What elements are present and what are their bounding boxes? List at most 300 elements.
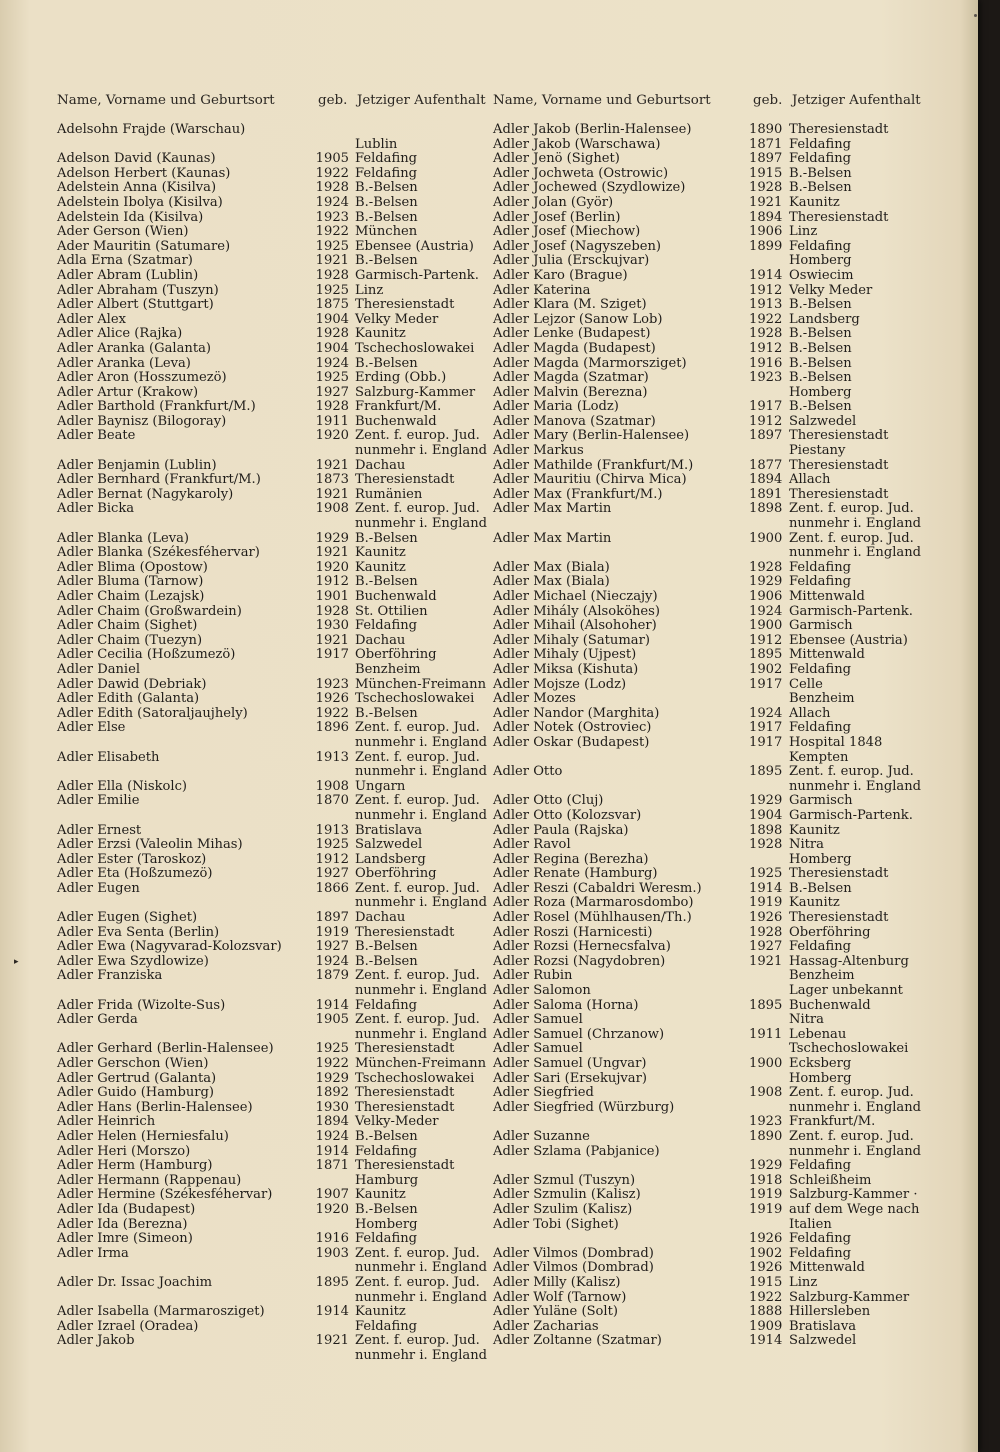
birth-year: 1922 (749, 1289, 783, 1305)
entry-name: Adler Blanka (Székesféhervar) (57, 545, 260, 561)
current-residence: nunmehr i. England (355, 443, 488, 459)
birth-year: 1895 (749, 764, 783, 780)
birth-year (749, 751, 789, 766)
table-row (57, 882, 490, 897)
birth-year: 1917 (749, 399, 783, 415)
entry-name: Adler Magda (Budapest) (493, 340, 656, 356)
table-row (57, 123, 490, 138)
table-row (493, 984, 949, 999)
table-row (57, 1276, 490, 1291)
entry-name: Adler Baynisz (Bilogoray) (57, 413, 227, 429)
birth-year: 1921 (315, 1333, 349, 1349)
entry-name (493, 1159, 749, 1174)
entry-name: Adler Edith (Galanta) (57, 691, 200, 707)
current-residence: Landsberg (789, 311, 860, 327)
birth-year: 1925 (315, 1041, 349, 1057)
birth-year: 1908 (315, 501, 349, 517)
birth-year: 1871 (749, 136, 783, 152)
entry-name: Adler Elisabeth (57, 749, 160, 765)
table-row (493, 1320, 949, 1335)
entry-name: Adler Aranka (Galanta) (57, 340, 212, 356)
table-row (57, 225, 490, 240)
birth-year: 1906 (749, 224, 783, 240)
entry-name: Adler Jolan (Györ) (493, 194, 614, 210)
table-row (493, 882, 949, 897)
table-row (493, 678, 949, 693)
birth-year: 1928 (749, 837, 783, 853)
table-row (57, 1042, 490, 1057)
entry-name: Adler Bernhard (Frankfurt/M.) (57, 472, 261, 488)
table-row (57, 809, 490, 824)
table-row (57, 1028, 490, 1043)
current-residence: Linz (789, 1274, 818, 1290)
birth-year: 1913 (315, 822, 349, 838)
entry-name: Adler Rosel (Mühlhausen/Th.) (493, 910, 692, 926)
current-residence: Feldafing (355, 1318, 418, 1334)
entry-name: Adler Otto (Cluj) (493, 793, 604, 809)
current-residence: B.-Belsen (355, 1201, 418, 1217)
current-residence: Hassag-Altenburg (789, 953, 909, 969)
table-row (493, 517, 949, 532)
current-residence: Feldafing (789, 151, 852, 167)
birth-year: 1918 (749, 1172, 783, 1188)
table-row (493, 1218, 949, 1233)
entry-name: Adler Chaim (Tuezyn) (57, 632, 203, 648)
birth-year: 1929 (749, 1158, 783, 1174)
entry-name: Adelstein Ibolya (Kisilva) (57, 194, 223, 210)
entry-name: Adler Chaim (Großwardein) (57, 603, 242, 619)
birth-year: 1924 (315, 194, 349, 210)
entry-name: Adler Emilie (57, 793, 140, 809)
birth-year: 1924 (315, 1128, 349, 1144)
current-residence: Mittenwald (789, 647, 865, 663)
entry-name: Adler Samuel (Ungvar) (493, 1056, 647, 1071)
birth-year: 1924 (315, 355, 349, 371)
header-right-residence: Jetziger Aufenthalt (792, 93, 921, 108)
current-residence: Feldafing (789, 939, 852, 955)
table-row (493, 1130, 949, 1145)
birth-year: 1923 (315, 676, 349, 692)
table-row (57, 167, 490, 182)
table-row (493, 284, 949, 299)
entry-name: Adler Blanka (Leva) (57, 530, 190, 546)
birth-year: 1926 (749, 1231, 783, 1247)
table-row (493, 955, 949, 970)
birth-year: 1903 (315, 1245, 349, 1261)
entry-name: Adler Aranka (Leva) (57, 355, 191, 371)
entry-name: Adler Cecilia (Hoßzumezö) (57, 647, 236, 663)
birth-year: 1926 (749, 910, 783, 926)
entry-name (57, 1261, 307, 1276)
table-row (57, 196, 490, 211)
birth-year: 1911 (315, 413, 349, 429)
current-residence: Hospital 1848 (789, 734, 883, 750)
birth-year: 1927 (315, 939, 349, 955)
entry-name: Adler Eugen (Sighet) (57, 910, 198, 926)
current-residence: B.-Belsen (355, 574, 418, 590)
table-row (493, 1145, 949, 1160)
entry-name: Adler Otto (493, 764, 563, 780)
entry-name: Adler Siegfried (493, 1085, 594, 1101)
birth-year: 1923 (315, 209, 349, 225)
entry-name: Adler Jakob (Warschawa) (493, 136, 661, 152)
current-residence: Tschechoslowakei (355, 340, 475, 356)
birth-year (307, 736, 355, 751)
birth-year: 1925 (315, 370, 349, 386)
table-row (57, 984, 490, 999)
table-row (57, 1261, 490, 1276)
current-residence: Feldafing (355, 165, 418, 181)
current-residence: Zent. f. europ. Jud. (789, 764, 914, 780)
table-row (493, 1334, 949, 1349)
table-row (493, 838, 949, 853)
current-residence: Zent. f. europ. Jud. (355, 720, 480, 736)
birth-year: 1926 (749, 1260, 783, 1276)
birth-year: 1921 (315, 457, 349, 473)
current-residence: Allach (789, 705, 831, 721)
table-row (57, 926, 490, 941)
table-row (57, 561, 490, 576)
birth-year: 1892 (315, 1085, 349, 1101)
table-row (493, 225, 949, 240)
table-row (493, 473, 949, 488)
entry-name (493, 1232, 749, 1247)
entry-name (57, 444, 307, 459)
table-row (493, 721, 949, 736)
entry-name: Adler Hans (Berlin-Halensee) (57, 1099, 253, 1115)
current-residence: Oswiecim (789, 267, 854, 283)
current-residence: Feldafing (789, 559, 852, 575)
left-column (57, 123, 490, 1363)
table-row (57, 721, 490, 736)
entry-name: Adler Albert (Stuttgart) (57, 297, 214, 313)
table-row (493, 1174, 949, 1189)
birth-year: 1925 (315, 282, 349, 298)
birth-year: 1912 (315, 851, 349, 867)
table-row (57, 459, 490, 474)
entry-name: Adler Alex (57, 311, 126, 327)
entry-name: Adler Josef (Nagyszeben) (493, 238, 661, 254)
birth-year: 1928 (315, 180, 349, 196)
current-residence: Theresienstadt (355, 472, 455, 488)
current-residence: München-Freimann (355, 1056, 487, 1071)
table-row (57, 1188, 490, 1203)
birth-year: 1901 (315, 589, 349, 604)
current-residence: nunmehr i. England (355, 1260, 488, 1276)
birth-year (307, 1349, 355, 1364)
birth-year: 1888 (749, 1304, 783, 1320)
table-row (57, 853, 490, 868)
birth-year: 1928 (749, 924, 783, 940)
birth-year (307, 1291, 355, 1306)
staple-hole-icon (974, 14, 977, 17)
current-residence: B.-Belsen (355, 209, 418, 225)
birth-year (749, 984, 789, 999)
table-row (57, 634, 490, 649)
table-row (493, 575, 949, 590)
entry-name: Adler Mauritiu (Chirva Mica) (493, 472, 687, 488)
birth-year: 1919 (749, 1187, 783, 1203)
birth-year: 1905 (315, 1012, 349, 1028)
birth-year: 1923 (749, 1114, 783, 1130)
table-row (493, 867, 949, 882)
entry-name: Adler Else (57, 720, 126, 736)
entry-name: Adler Samuel (493, 1012, 583, 1028)
entry-name: Adler Mihaly (Satumar) (493, 632, 650, 648)
entry-name: Adler Chaim (Lezajsk) (57, 589, 205, 604)
table-row (57, 999, 490, 1014)
entry-name: Adler Edith (Satoraljaujhely) (57, 705, 248, 721)
entry-name: Adler Barthold (Frankfurt/M.) (57, 399, 256, 415)
table-row (493, 1188, 949, 1203)
current-residence: Nitra (789, 1012, 824, 1028)
table-row (493, 1261, 949, 1276)
table-row (493, 1057, 949, 1072)
table-row (57, 678, 490, 693)
birth-year: 1895 (749, 997, 783, 1013)
table-row (57, 211, 490, 226)
current-residence: Velky Meder (355, 311, 439, 327)
current-residence: Feldafing (355, 1231, 418, 1247)
birth-year: 1917 (315, 647, 349, 663)
birth-year: 1914 (315, 1304, 349, 1320)
table-row (493, 196, 949, 211)
table-row (57, 181, 490, 196)
current-residence: Landsberg (355, 851, 426, 867)
birth-year (307, 1218, 355, 1233)
birth-year: 1879 (315, 968, 349, 984)
current-residence: Zent. f. europ. Jud. (355, 880, 480, 896)
table-row (493, 1042, 949, 1057)
entry-name (57, 138, 307, 153)
entry-name (57, 765, 307, 780)
birth-year: 1897 (749, 428, 783, 444)
entry-name: Adelson Herbert (Kaunas) (57, 165, 231, 181)
table-row (493, 269, 949, 284)
current-residence: B.-Belsen (355, 705, 418, 721)
entry-name: Adler Abram (Lublin) (57, 267, 199, 283)
current-residence: Zent. f. europ. Jud. (355, 1274, 480, 1290)
birth-year: 1927 (315, 866, 349, 882)
current-residence: Buchenwald (355, 589, 437, 604)
entry-name: Adler Max Martin (493, 530, 612, 546)
birth-year (307, 517, 355, 532)
birth-year: 1921 (315, 253, 349, 269)
current-residence: nunmehr i. England (355, 516, 488, 532)
birth-year: 1919 (749, 895, 783, 911)
table-row (57, 780, 490, 795)
current-residence: Homberg (789, 851, 852, 867)
table-row (57, 473, 490, 488)
table-row (493, 926, 949, 941)
entry-name: Adler Chaim (Sighet) (57, 618, 198, 634)
current-residence: Zent. f. europ. Jud. (355, 1012, 480, 1028)
current-residence: Theresienstadt (355, 924, 455, 940)
table-row (493, 765, 949, 780)
table-row (493, 751, 949, 766)
entry-name: Adler Roszi (Harnicesti) (493, 924, 653, 940)
table-row (57, 1203, 490, 1218)
table-row (493, 794, 949, 809)
birth-year (307, 896, 355, 911)
table-row (57, 1115, 490, 1130)
birth-year (749, 780, 789, 795)
entry-name: Adler Mojsze (Lodz) (493, 676, 627, 692)
birth-year: 1921 (315, 632, 349, 648)
entry-name: Adler Hermine (Székesféhervar) (57, 1187, 273, 1203)
entry-name: Adler Yuläne (Solt) (493, 1304, 618, 1320)
birth-year: 1929 (749, 793, 783, 809)
entry-name: Adler Vilmos (Dombrad) (493, 1245, 654, 1261)
table-row (493, 371, 949, 386)
birth-year: 1919 (315, 924, 349, 940)
table-row (493, 619, 949, 634)
birth-year (749, 444, 789, 459)
entry-name: Adler Gerhard (Berlin-Halensee) (57, 1041, 274, 1057)
current-residence: Theresienstadt (789, 122, 889, 137)
table-row (493, 1291, 949, 1306)
entry-name (57, 517, 307, 532)
current-residence: Homberg (355, 1216, 418, 1232)
table-row (493, 1232, 949, 1247)
current-residence: B.-Belsen (355, 1128, 418, 1144)
birth-year: 1894 (749, 472, 783, 488)
table-row (57, 1013, 490, 1028)
table-row (493, 809, 949, 824)
table-row (493, 152, 949, 167)
table-row (57, 313, 490, 328)
entry-name: Adler Notek (Ostroviec) (493, 720, 652, 736)
right-column (493, 123, 949, 1349)
table-row (57, 838, 490, 853)
table-row (57, 1101, 490, 1116)
table-row (493, 648, 949, 663)
entry-name: Adler Abraham (Tuszyn) (57, 282, 219, 298)
current-residence: Kaunitz (789, 822, 840, 838)
table-row (57, 1305, 490, 1320)
birth-year: 1929 (315, 530, 349, 546)
current-residence: B.-Belsen (789, 340, 852, 356)
entry-name: Adler Roza (Marmarosdombo) (493, 895, 694, 911)
birth-year: 1922 (315, 165, 349, 181)
current-residence: Garmisch-Partenk. (789, 807, 913, 823)
current-residence (355, 123, 490, 138)
current-residence: Benzheim (355, 661, 421, 677)
current-residence: Zent. f. europ. Jud. (789, 501, 914, 517)
entry-name: Adler Zacharias (493, 1318, 599, 1334)
current-residence: Schleißheim (789, 1172, 872, 1188)
current-residence: Dachau (355, 632, 406, 648)
table-row (493, 502, 949, 517)
birth-year: 1896 (315, 720, 349, 736)
table-row (493, 211, 949, 226)
table-row (57, 1320, 490, 1335)
entry-name: Adler Vilmos (Dombrad) (493, 1260, 654, 1276)
birth-year: 1930 (315, 1099, 349, 1115)
table-row (493, 488, 949, 503)
table-row (493, 969, 949, 984)
entry-name: Adler Eugen (57, 880, 140, 896)
entry-name: Adler Josef (Berlin) (493, 209, 621, 225)
table-row (57, 400, 490, 415)
birth-year: 1914 (749, 267, 783, 283)
table-row (57, 327, 490, 342)
table-row (493, 342, 949, 357)
entry-name: Adler Max (Biala) (493, 559, 610, 575)
birth-year: 1877 (749, 457, 783, 473)
entry-name: Adler Heinrich (57, 1114, 156, 1130)
current-residence: Garmisch (789, 618, 853, 634)
birth-year (749, 853, 789, 868)
birth-year: 1927 (315, 384, 349, 400)
entry-name: Adler Tobi (Sighet) (493, 1216, 619, 1232)
table-row (57, 1349, 490, 1364)
entry-name: Adler Bernat (Nagykaroly) (57, 486, 234, 502)
current-residence: Homberg (789, 384, 852, 400)
entry-name (57, 1028, 307, 1043)
table-row (57, 1232, 490, 1247)
birth-year (307, 1261, 355, 1276)
current-residence: nunmehr i. England (789, 516, 922, 532)
table-row (57, 692, 490, 707)
entry-name: Adler Lenke (Budapest) (493, 326, 651, 342)
birth-year: 1902 (749, 1245, 783, 1261)
current-residence: Homberg (789, 253, 852, 269)
current-residence: Garmisch-Partenk. (355, 267, 479, 283)
current-residence: nunmehr i. England (355, 1289, 488, 1305)
table-row (57, 648, 490, 663)
birth-year (307, 663, 355, 678)
entry-name: Adler Hermann (Rappenau) (57, 1172, 242, 1188)
birth-year: 1900 (749, 1056, 783, 1071)
table-row (493, 896, 949, 911)
birth-year (749, 969, 789, 984)
birth-year: 1908 (315, 778, 349, 794)
current-residence: Tschechoslowakei (789, 1041, 909, 1057)
table-row (493, 590, 949, 605)
table-row (493, 634, 949, 649)
current-residence: Theresienstadt (355, 297, 455, 313)
table-row (57, 940, 490, 955)
table-row (57, 240, 490, 255)
birth-year: 1930 (315, 618, 349, 634)
table-row (493, 138, 949, 153)
entry-name: Adler Wolf (Tarnow) (493, 1289, 627, 1305)
birth-year: 1902 (749, 661, 783, 677)
entry-name: Adler Rubin (493, 968, 573, 984)
table-row (57, 751, 490, 766)
current-residence: B.-Belsen (355, 355, 418, 371)
current-residence: Ebensee (Austria) (789, 632, 908, 648)
birth-year: 1912 (749, 413, 783, 429)
birth-year: 1921 (749, 953, 783, 969)
birth-year: 1911 (749, 1026, 783, 1042)
entry-name (493, 546, 749, 561)
entry-name: Adler Artur (Krakow) (57, 384, 199, 400)
table-row (493, 1159, 949, 1174)
table-row (493, 327, 949, 342)
table-row (57, 532, 490, 547)
table-row (57, 1145, 490, 1160)
entry-name: Adler Eva Senta (Berlin) (57, 924, 220, 940)
current-residence: Ecksberg (789, 1056, 852, 1071)
current-residence: Ungarn (355, 778, 406, 794)
table-row (57, 1247, 490, 1262)
table-row (57, 1218, 490, 1233)
birth-year (307, 123, 355, 138)
current-residence: Dachau (355, 910, 406, 926)
entry-name: Adler Mary (Berlin-Halensee) (493, 428, 690, 444)
